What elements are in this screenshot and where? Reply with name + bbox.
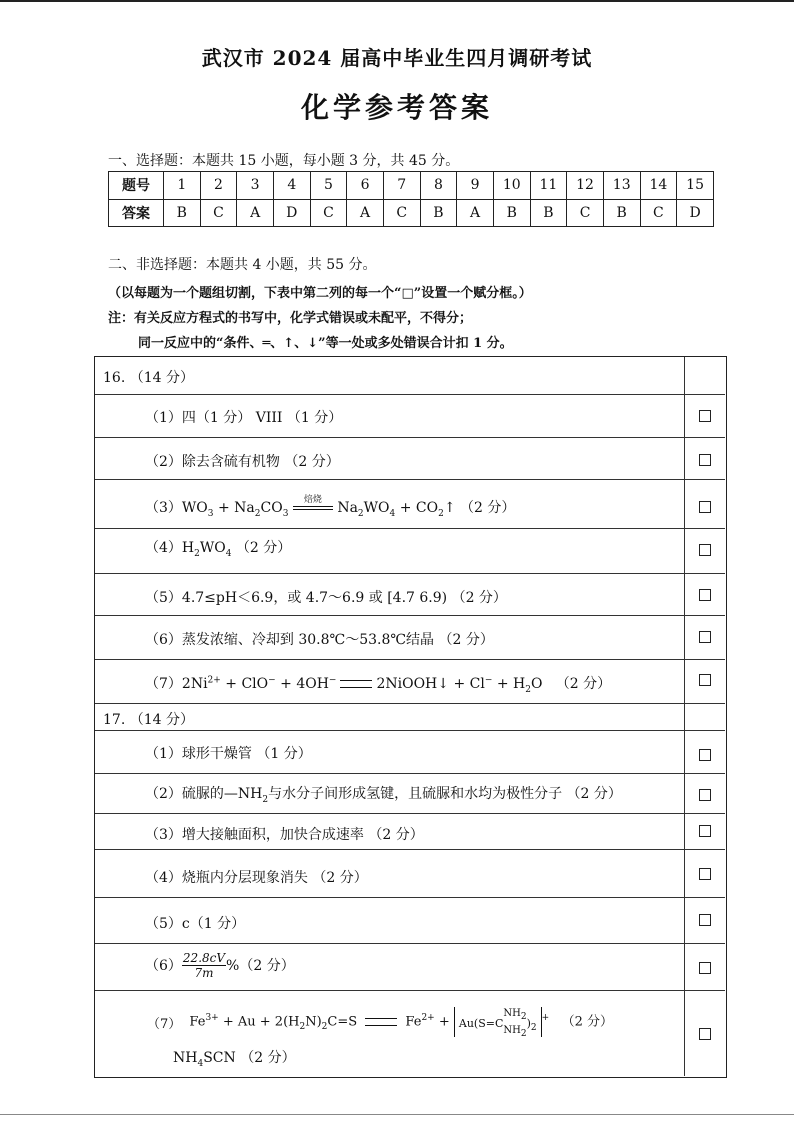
q16-answer-1: （1）四（1 分） VIII （1 分） <box>145 410 343 426</box>
question-number-cell: 14 <box>640 172 677 200</box>
row-divider <box>95 813 725 814</box>
score-box[interactable] <box>699 789 711 801</box>
answer-cell: A <box>237 199 274 227</box>
score-box[interactable] <box>699 914 711 926</box>
question-number-cell: 5 <box>310 172 347 200</box>
row-divider <box>95 773 725 774</box>
answer-cell: A <box>457 199 494 227</box>
q17-answer-1: （1）球形干燥管 （1 分） <box>145 746 312 762</box>
score-box[interactable] <box>699 749 711 761</box>
q17-answer-7: （7） $Fe^{3+} + Au + 2(H_2N)_2C=S$ $Fe^{2+} + Au(S=CNH_2$ $NH_2)_2^+$ （2 分） <box>147 1008 613 1039</box>
page-bottom-edge <box>0 1114 794 1115</box>
answer-cell: C <box>310 199 347 227</box>
question-number-cell: 11 <box>530 172 567 200</box>
answer-cell: B <box>603 199 640 227</box>
score-box[interactable] <box>699 1028 711 1040</box>
score-box[interactable] <box>699 868 711 880</box>
answer-cell: D <box>677 199 714 227</box>
score-box[interactable] <box>699 501 711 513</box>
score-box[interactable] <box>699 410 711 422</box>
section1-heading: 一、选择题：本题共 15 小题，每小题 3 分，共 45 分。 <box>108 153 460 169</box>
question-number-row <box>109 172 714 200</box>
row-divider <box>95 437 725 438</box>
question-number-cell: 10 <box>493 172 530 200</box>
q17-answer-7-alt: $NH_4SCN$ （2 分） <box>173 1050 296 1069</box>
answer-cell: C <box>567 199 604 227</box>
score-box[interactable] <box>699 589 711 601</box>
row-divider <box>95 943 725 944</box>
roasting-condition-arrow: 焙烧 <box>293 501 333 515</box>
q16-answer-4: $(4)H_2WO_4$ （2 分） <box>145 540 292 559</box>
answer-grid <box>94 356 727 1078</box>
row-divider <box>95 573 725 574</box>
row-divider <box>95 528 725 529</box>
q17-answer-3: （3）增大接触面积，加快合成速率 （2 分） <box>145 827 424 843</box>
q17-answer-4: （4）烧瓶内分层现象消失 （2 分） <box>145 870 368 886</box>
row-divider <box>95 990 725 991</box>
answer-cell: C <box>383 199 420 227</box>
row-divider <box>95 659 725 660</box>
answer-cell: D <box>273 199 310 227</box>
score-box[interactable] <box>699 674 711 686</box>
answer-cell: B <box>530 199 567 227</box>
row-divider <box>95 394 725 395</box>
choice-answer-table <box>108 171 714 227</box>
q17-answer-2: （2）硫脲的$—NH_2$与水分子间形成氢键，且硫脲和水均为极性分子 （2 分） <box>145 786 622 805</box>
question-number-cell: 9 <box>457 172 494 200</box>
question-number-cell: 7 <box>383 172 420 200</box>
grading-note-3: 同一反应中的“条件、═、↑、↓”等一处或多处错误合计扣 1 分。 <box>138 336 513 351</box>
row-divider <box>95 897 725 898</box>
question-number-cell: 15 <box>677 172 714 200</box>
grading-note-2: 注：有关反应方程式的书写中，化学式错误或未配平，不得分； <box>108 311 473 326</box>
question-number-cell: 2 <box>200 172 237 200</box>
q17-answer-5: （5）c（1 分） <box>145 916 246 932</box>
q16-answer-3: $(3)WO_3 + Na_2CO_3$ 焙烧 $Na_2WO_4$ + $CO_2↑$ （2 分） <box>145 495 516 519</box>
row-divider <box>95 615 725 616</box>
question-number-label: 题号 <box>109 172 164 200</box>
q16-heading: 16. （14 分） <box>103 370 194 386</box>
answer-row <box>109 199 714 227</box>
section2-heading: 二、非选择题：本题共 4 小题，共 55 分。 <box>108 257 377 273</box>
row-divider <box>95 479 725 480</box>
exam-title: 武汉市 2024 届高中毕业生四月调研考试 <box>201 46 593 70</box>
score-box[interactable] <box>699 631 711 643</box>
answer-cell: A <box>347 199 384 227</box>
answer-label: 答案 <box>109 199 164 227</box>
question-number-cell: 8 <box>420 172 457 200</box>
question-number-cell: 13 <box>603 172 640 200</box>
score-box[interactable] <box>699 454 711 466</box>
grading-note-1: （以每题为一个题组切割，下表中第二列的每一个“□”设置一个赋分框。） <box>108 286 532 301</box>
question-number-cell: 6 <box>347 172 384 200</box>
answer-key-title: 化学参考答案 <box>300 91 493 124</box>
answer-cell: B <box>493 199 530 227</box>
page-top-edge <box>0 0 794 2</box>
row-divider <box>95 703 725 704</box>
column-divider <box>684 357 685 1076</box>
score-box[interactable] <box>699 825 711 837</box>
question-number-cell: 1 <box>164 172 201 200</box>
score-box[interactable] <box>699 962 711 974</box>
row-divider <box>95 849 725 850</box>
score-box[interactable] <box>699 544 711 556</box>
question-number-cell: 3 <box>237 172 274 200</box>
row-divider <box>95 730 725 731</box>
yield-fraction: $\frac{22.8cV}{7m}$ <box>182 951 226 981</box>
q17-answer-6: （6） $\frac{22.8cV}{7m}$ %（2 分） <box>145 951 295 981</box>
answer-cell: B <box>420 199 457 227</box>
answer-cell: C <box>200 199 237 227</box>
question-number-cell: 4 <box>273 172 310 200</box>
gold-complex-bracket: $Au(S=CNH_2$ $NH_2)_2$ <box>454 1007 542 1037</box>
q16-answer-5: （5）4.7≤pH＜6.9，或 4.7～6.9 或 [4.7 6.9) （2 分） <box>145 590 507 606</box>
q16-answer-6: （6）蒸发浓缩、冷却到 30.8℃～53.8℃结晶 （2 分） <box>145 632 494 648</box>
answer-cell: C <box>640 199 677 227</box>
q17-heading: 17. （14 分） <box>103 712 194 728</box>
q16-answer-2: （2）除去含硫有机物 （2 分） <box>145 454 340 470</box>
question-number-cell: 12 <box>567 172 604 200</box>
answer-cell: B <box>164 199 201 227</box>
q16-answer-7: $(7)2Ni^{2+} + ClO^- + 4OH^-$ 2NiOOH↓ + $Cl^- + H_2O$ （2 分） <box>145 675 612 695</box>
